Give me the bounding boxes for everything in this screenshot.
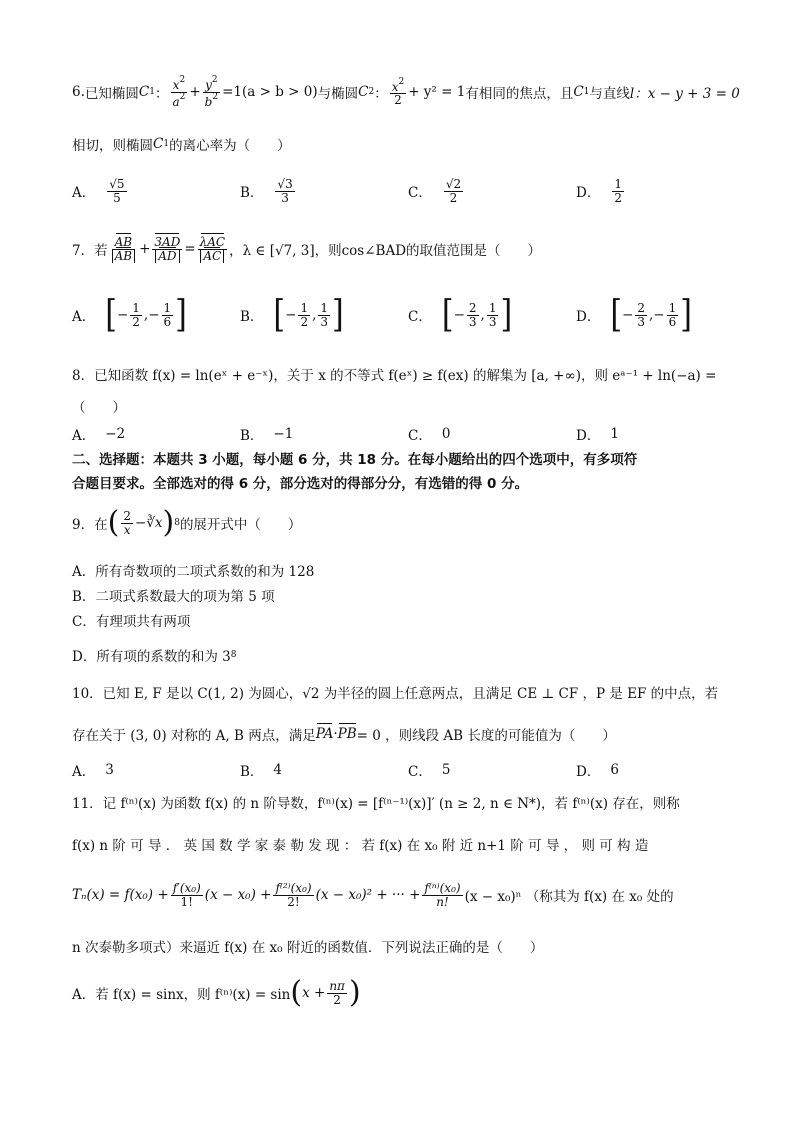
q9-opt-d-sup: 8 xyxy=(230,650,237,660)
q6-text1: 已知椭圆 xyxy=(84,86,139,103)
q6-opt-c-frac xyxy=(444,178,463,204)
q6-opt-b-den: 3 xyxy=(281,190,289,205)
q9-frac-num: 2 xyxy=(123,508,131,523)
q7-vec-lac: λAC xyxy=(199,235,226,249)
q7-opt-c-f2d: 3 xyxy=(488,314,497,329)
q6-text3: 有相同的焦点，且 xyxy=(465,86,574,103)
q6-c1-sub: 1 xyxy=(149,87,155,98)
q7-opt-a-f2n: 1 xyxy=(163,300,172,315)
q6-c1c-sub: 1 xyxy=(163,139,170,149)
q7-option-c[interactable]: C． [ − $\frac{2}{3}$ , $\frac{1}{3}$ ] xyxy=(408,292,513,337)
q9-frac xyxy=(121,510,133,536)
q7-plus: + xyxy=(139,241,151,258)
q6-fx2-sup: 2 xyxy=(398,76,405,87)
q11-l3-b: (x − x₀) + xyxy=(204,887,272,904)
q9-pre: 9．在 xyxy=(72,517,108,533)
q7-opt-d-f1 xyxy=(635,302,647,328)
q7-opt-c-label: C． xyxy=(408,309,432,325)
q6-eq2-rest: + y² = 1 xyxy=(408,84,466,101)
q8-line2: （ ） xyxy=(72,400,126,416)
q7-frac1 xyxy=(110,236,137,262)
q6-opt-b-num: √3 xyxy=(277,177,293,191)
q11-opt-a-num: nπ xyxy=(329,978,345,993)
q11-frac2-num: f⁽²⁾(x₀) xyxy=(275,881,312,895)
q6-line2-b: 的离心率为（ ） xyxy=(169,138,291,154)
q11-frac2 xyxy=(273,882,313,908)
q7-opt-d-bneg: − xyxy=(653,307,665,323)
q10-opt-d-label: D． xyxy=(576,764,601,780)
q6-frac-x xyxy=(170,76,187,108)
q7-opt-d-f1d: 3 xyxy=(637,314,645,329)
q11-line4: n 次泰勒多项式）来逼近 f(x) 在 x₀ 附近的函数值．下列说法正确的是（ ） xyxy=(72,940,544,956)
q8-opt-a-label: A． xyxy=(72,428,96,444)
q11-option-a[interactable]: A．若 f(x) = sinx，则 f⁽ⁿ⁾(x) = sin ( x + $\frac{n\pi}{2}$ ) xyxy=(72,975,361,1010)
q9-option-a[interactable]: A．所有奇数项的二项式系数的和为 128 xyxy=(72,564,315,580)
q6-fa: a xyxy=(172,94,180,109)
q10-opt-c-label: C． xyxy=(408,764,432,780)
q9-opt-d-text: D．所有项的系数的和为 3 xyxy=(72,649,231,665)
q10-opt-a-label: A． xyxy=(72,764,96,780)
q10-line1: 10．已知 E, F 是以 C(1, 2) 为圆心，√2 为半径的圆上任意两点，且满足 CE ⊥ CF ，P 是 EF 的中点，若 xyxy=(72,686,719,702)
q6-frac-x2 xyxy=(390,78,407,107)
q7-opt-d-f2 xyxy=(667,302,679,328)
q7-opt-b-f1 xyxy=(298,302,310,328)
q10-option-d[interactable] xyxy=(576,760,619,780)
q8-option-b[interactable] xyxy=(240,424,293,444)
q11-frac3-den: n! xyxy=(436,894,449,909)
q8-option-a[interactable] xyxy=(72,424,125,444)
q6-line1: 6. 已知椭圆 C 1 ： $\frac{x^2}{a^2}$ + $\frac{y^2}{b^2}$ =1(a > b > 0) 与椭圆 C 2 ： $\frac{x^2}{2}$ + y² = 1 有相同的焦点，且 C 1 与直线 l：x − y + 3 = 0 xyxy=(72,75,740,109)
q6-option-c[interactable] xyxy=(408,178,465,204)
q7-opt-b-f1n: 1 xyxy=(300,300,309,315)
q6-c1b-sub: 1 xyxy=(583,87,590,98)
q6-text4: 与直线 xyxy=(589,86,630,103)
q10-dot: · xyxy=(333,726,338,742)
q9-option-d[interactable] xyxy=(72,645,236,665)
q6-fa-sup: 2 xyxy=(179,91,186,102)
q6-text2: 与椭圆 xyxy=(317,86,359,103)
q9-post: 的展开式中（ ） xyxy=(179,517,302,533)
section2-heading-line2: 合题目要求。全部选对的得 6 分，部分选对的得部分分，有选错的得 0 分。 xyxy=(72,476,529,492)
q8-opt-d-label: D． xyxy=(576,428,601,444)
q6-fx-sup: 2 xyxy=(179,75,186,85)
q9-option-c[interactable]: C．有理项共有两项 xyxy=(72,614,191,630)
q7-opt-a-f1d: 2 xyxy=(132,314,140,329)
q6-option-a[interactable] xyxy=(72,178,129,204)
q9-stem: 9．在 ( $\frac{2}{x}$ − ∛x ) 8 的展开式中（ ） xyxy=(72,505,302,540)
q7-cond: ，λ ∈ [√7, 3] xyxy=(229,243,315,260)
q7-frac3 xyxy=(198,236,227,262)
q6-opt-c-num: √2 xyxy=(445,177,462,191)
q8-opt-d-text: 1 xyxy=(610,426,619,442)
q6-c1: C xyxy=(138,84,150,101)
q8-option-d[interactable] xyxy=(576,424,619,444)
q8-option-c[interactable] xyxy=(408,424,450,444)
q7-vec-3ad: 3AD xyxy=(154,235,181,249)
q11-frac1-num: f′(x₀) xyxy=(172,881,201,895)
q7-opt-c-aneg: − xyxy=(453,307,465,323)
q6-opt-d-frac xyxy=(612,178,624,204)
q7-opt-d-f2n: 1 xyxy=(668,300,677,315)
q6-c1c: C xyxy=(153,136,164,152)
q6-option-d[interactable] xyxy=(576,178,626,204)
q6-fy: y xyxy=(205,78,212,92)
q7-opt-a-bneg: − xyxy=(148,307,160,323)
q6-colon2: ： xyxy=(374,86,388,103)
q7-frac2 xyxy=(152,236,182,262)
q7-vec-ac-abs: AC xyxy=(203,248,222,263)
q10-line2-a: 存在关于 (3, 0) 对称的 A, B 两点，满足 xyxy=(72,728,316,744)
q11-frac1-den: 1! xyxy=(180,894,193,909)
q6-opt-c-label: C． xyxy=(408,185,432,202)
q6-opt-d-den: 2 xyxy=(614,190,622,205)
q8-line1: 8．已知函数 f(x) = ln(eˣ + e⁻ˣ)，关于 x 的不等式 f(eˣ) ≥ f(ex) 的解集为 [a, +∞)，则 eᵃ⁻¹ + ln(−a) = xyxy=(72,368,717,384)
q7-opt-c-f1 xyxy=(467,302,479,328)
q7-opt-a-f1 xyxy=(130,302,142,328)
q7-opt-a-label: A． xyxy=(72,309,96,325)
q6-line2-a: 相切，则椭圆 xyxy=(72,138,153,154)
q9-root: ∛x xyxy=(146,515,163,531)
q7-vec-ad-abs: AD xyxy=(158,248,177,263)
q7-opt-d-f2d: 6 xyxy=(668,314,677,329)
q11-frac3-num: f⁽ⁿ⁾(x₀) xyxy=(424,881,461,895)
q10-vec-pa: PA xyxy=(315,726,334,742)
q7-option-a[interactable]: A． [ − $\frac{1}{2}$ , − $\frac{1}{6}$ ] xyxy=(72,292,187,337)
q6-opt-a-den: 5 xyxy=(113,190,121,205)
q10-opt-b-label: B． xyxy=(240,764,264,780)
q7-option-d[interactable]: D． [ − $\frac{2}{3}$ , − $\frac{1}{6}$ ] xyxy=(576,292,692,337)
q8-opt-b-label: B． xyxy=(240,428,264,444)
q11-opt-a-den: 2 xyxy=(333,992,341,1007)
q6-eq1-rest: =1(a > b > 0) xyxy=(222,84,318,101)
q6-frac-y xyxy=(203,76,220,108)
q10-line2-b: = 0 ，则线段 AB 长度的可能值为（ ） xyxy=(356,728,616,744)
q9-option-b[interactable]: B．二项式系数最大的项为第 5 项 xyxy=(72,589,275,605)
q11-frac3 xyxy=(422,882,462,908)
q11-line2: f(x) n 阶 可 导 ． 英 国 数 学 家 泰 勒 发 现 ： 若 f(x) 在 x₀ 附 近 n+1 阶 可 导 ， 则 可 构 造 xyxy=(72,838,649,854)
q7-opt-d-aneg: − xyxy=(622,307,634,323)
q7-opt-d-f1n: 2 xyxy=(637,300,645,315)
q6-opt-d-label: D． xyxy=(576,185,601,202)
q11-opt-a-x: x + xyxy=(302,985,326,1001)
q7-option-b[interactable]: B． [ − $\frac{1}{2}$ , $\frac{1}{3}$ ] xyxy=(240,292,344,337)
q8-opt-a-text: −2 xyxy=(105,426,126,442)
q6-opt-d-num: 1 xyxy=(614,177,622,191)
q6-line-eq: l：x − y + 3 = 0 xyxy=(629,86,740,103)
q11-opt-a-frac xyxy=(327,980,347,1006)
q10-option-a[interactable] xyxy=(72,760,114,780)
q6-fb-sup: 2 xyxy=(212,91,219,102)
q7-opt-b-f1d: 2 xyxy=(300,314,309,329)
q6-c2: C xyxy=(358,84,369,101)
q7-opt-c-f2n: 1 xyxy=(488,300,497,315)
q6-number: 6. xyxy=(72,84,85,101)
q6-c2-sub: 2 xyxy=(368,87,375,98)
q9-minus: − xyxy=(134,515,147,531)
q11-line1: 11．记 f⁽ⁿ⁾(x) 为函数 f(x) 的 n 阶导数，f⁽ⁿ⁾(x) = [f⁽ⁿ⁻¹⁾(x)]′ (n ≥ 2, n ∈ N*)，若 f⁽ⁿ⁾(x) 存在，则称 xyxy=(72,796,680,812)
q7-opt-a-aneg: − xyxy=(116,307,129,323)
q6-colon: ： xyxy=(154,86,169,103)
q6-opt-a-frac xyxy=(107,178,126,204)
q11-line3 xyxy=(72,882,674,908)
q6-opt-b-frac xyxy=(275,178,294,204)
q6-fx2: x xyxy=(391,79,399,94)
q6-f2-den: 2 xyxy=(394,93,402,108)
section2-heading-line1: 二、选择题：本题共 3 小题，每小题 6 分，共 18 分。在每小题给出的四个选项中，有多项符 xyxy=(72,452,638,468)
q10-opt-a-text: 3 xyxy=(105,762,114,778)
q11-opt-a-pre: A．若 f(x) = sinx，则 f⁽ⁿ⁾(x) = sin xyxy=(72,987,291,1003)
q7-opt-d-label: D． xyxy=(576,309,601,325)
q6-option-b[interactable] xyxy=(240,178,297,204)
q7-opt-b-f2n: 1 xyxy=(320,300,329,315)
q7-vec-ab: AB xyxy=(114,235,133,249)
q7-opt-b-f2d: 3 xyxy=(320,314,329,329)
q8-opt-c-text: 0 xyxy=(441,426,451,442)
q6-opt-a-num: √5 xyxy=(109,177,125,191)
q10-opt-c-text: 5 xyxy=(441,762,451,778)
q6-opt-b-label: B． xyxy=(240,185,264,202)
q8-opt-b-text: −1 xyxy=(273,426,294,442)
q7-opt-a-f2 xyxy=(162,302,174,328)
q7-opt-a-f2d: 6 xyxy=(163,314,172,329)
q7-vec-ab-abs: AB xyxy=(114,248,133,263)
q11-frac2-den: 2! xyxy=(287,894,300,909)
q7-opt-c-f1n: 2 xyxy=(468,300,477,315)
q7-opt-b-f2 xyxy=(318,302,330,328)
q6-c1b: C xyxy=(573,84,584,101)
q10-opt-b-text: 4 xyxy=(273,762,283,778)
q9-frac-den: x xyxy=(123,522,131,537)
q9-power: 8 xyxy=(174,518,180,528)
q7-eq: = xyxy=(184,241,196,258)
q11-l3-a: Tₙ(x) = f(x₀) + xyxy=(72,887,169,904)
q7-stem xyxy=(72,236,541,262)
q10-vec-pb: PB xyxy=(337,726,357,742)
q6-line2 xyxy=(72,134,291,154)
q7-tail: ，则cos∠BAD的取值范围是（ ） xyxy=(314,243,542,260)
q11-frac1 xyxy=(171,882,203,908)
q10-option-c[interactable] xyxy=(408,760,450,780)
q10-line2 xyxy=(72,724,616,744)
q10-opt-d-text: 6 xyxy=(610,762,619,778)
q6-fb: b xyxy=(204,94,213,109)
q11-l3-c: (x − x₀)² + ··· + xyxy=(315,887,421,904)
q6-fy-sup: 2 xyxy=(211,75,218,85)
q6-opt-c-den: 2 xyxy=(449,190,458,205)
q10-option-b[interactable] xyxy=(240,760,282,780)
q7-opt-c-f2 xyxy=(487,302,499,328)
q11-l3-d: (x − x₀)ⁿ （称其为 f(x) 在 x₀ 处的 xyxy=(464,889,674,906)
q7-opt-a-f1n: 1 xyxy=(132,300,140,315)
q6-fx: x xyxy=(172,78,180,92)
q7-opt-c-f1d: 3 xyxy=(468,314,477,329)
q7-opt-b-aneg: − xyxy=(285,307,297,323)
q6-opt-a-label: A． xyxy=(72,185,96,202)
q7-number: 7．若 xyxy=(72,243,108,260)
q8-opt-c-label: C． xyxy=(408,428,432,444)
q7-opt-b-label: B． xyxy=(240,309,264,325)
